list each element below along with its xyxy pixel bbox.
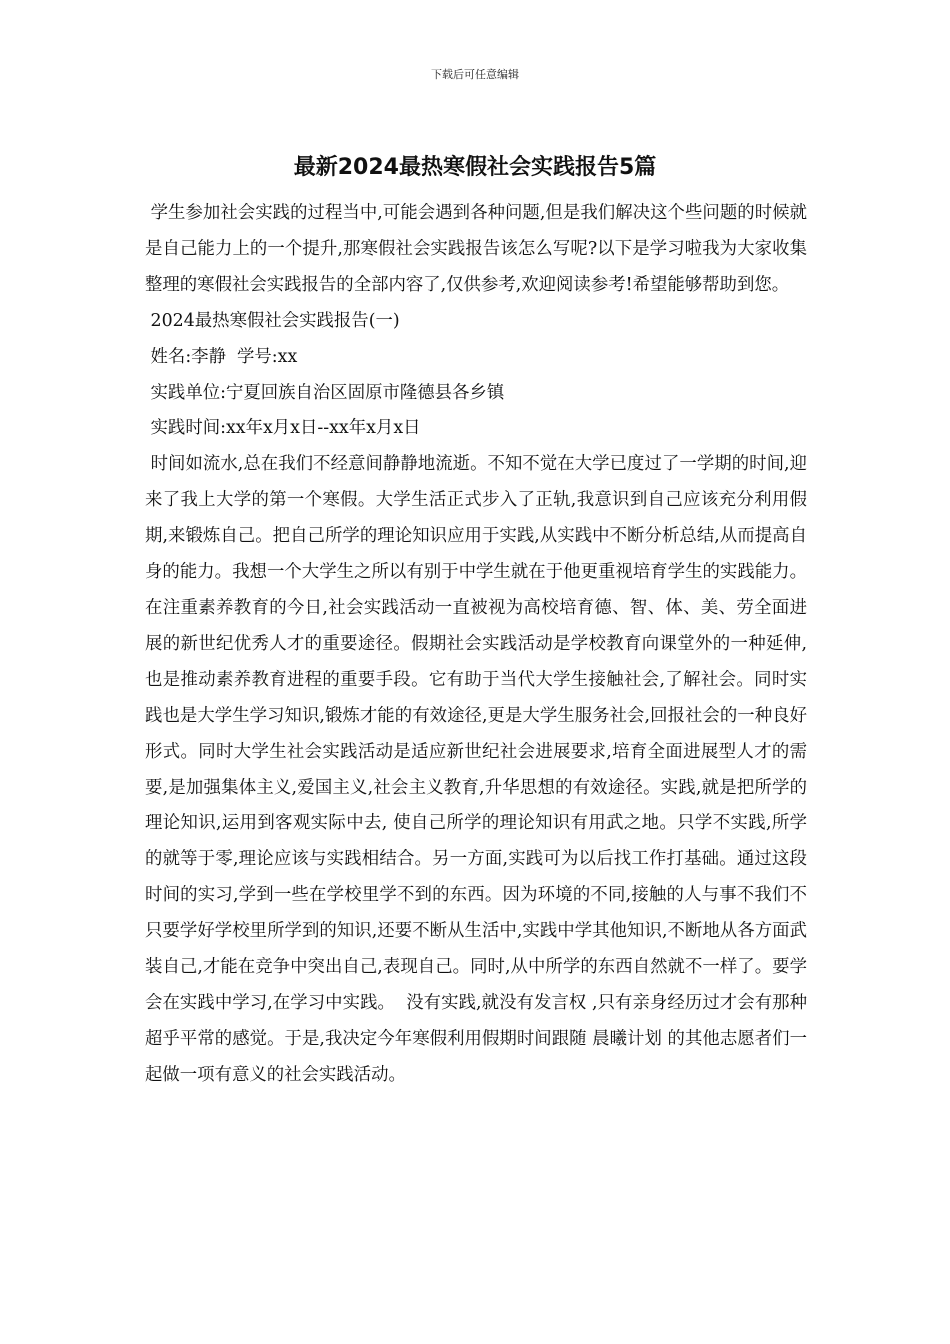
intro-paragraph: 学生参加社会实践的过程当中,可能会遇到各种问题,但是我们解决这个些问题的时候就是自己能力上的一个提升,那寒假社会实践报告该怎么写呢?以下是学习啦我为大家收集整理的寒假社会实践报告的全部内容了,仅供参考,欢迎阅读参考!希望能够帮助到您。 [145, 203, 807, 295]
document-title: 最新2024最热寒假社会实践报告5篇 [293, 155, 657, 180]
time-line: 实践时间:xx年x月x日--xx年x月x日 [145, 418, 421, 439]
unit-line: 实践单位:宁夏回族自治区固原市隆德县各乡镇 [145, 382, 505, 403]
page-header: 下载后可任意编辑 [431, 68, 519, 81]
document-body [145, 196, 807, 1094]
name-line: 姓名:李静 学号:xx [145, 346, 298, 367]
body-paragraph: 时间如流水,总在我们不经意间静静地流逝。不知不觉在大学已度过了一学期的时间,迎来了我上大学的第一个寒假。大学生活正式步入了正轨,我意识到自己应该充分利用假期,来锻炼自己。把自己所学的理论知识应用于实践,从实践中不断分析总结,从而提高自身的能力。我想一个大学生之所以有别于中学生就在于他更重视培育学生的实践能力。在注重素养教育的今日,社会实践活动一直被视为高校培育德、智、体、美、劳全面进展的新世纪优秀人才的重要途径。假期社会实践活动是学校教育向课堂外的一种延伸,也是推动素养教育进程的重要手段。它有助于当代大学生接触社会,了解社会。同时实践也是大学生学习知识,锻炼才能的有效途径,更是大学生服务社会,回报社会的一种良好形式。同时大学生社会实践活动是适应新世纪社会进展要求,培育全面进展型人才的需要,是加强集体主义,爱国主义,社会主义教育,升华思想的有效途径。实践,就是把所学的理论知识,运用到客观实际中去, 使自己所学的理论知识有用武之地。只学不实践,所学的就等于零,理论应该与实践相结合。另一方面,实践可为以后找工作打基础。通过这段时间的实习,学到一些在学校里学不到的东西。因为环境的不同,接触的人与事不我们不只要学好学校里所学到的知识,还要不断从生活中,实践中学其他知识,不断地从各方面武装自己,才能在竞争中突出自己,表现自己。同时,从中所学的东西自然就不一样了。要学会在实践中学习,在学习中实践。 没有实践,就没有发言权 ,只有亲身经历过才会有那种超乎平常的感觉。于是,我决定今年寒假利用假期时间跟随 晨曦计划 的其他志愿者们一起做一项有意义的社会实践活动。 [145, 454, 807, 1085]
report-heading: 2024最热寒假社会实践报告(一) [145, 310, 400, 331]
